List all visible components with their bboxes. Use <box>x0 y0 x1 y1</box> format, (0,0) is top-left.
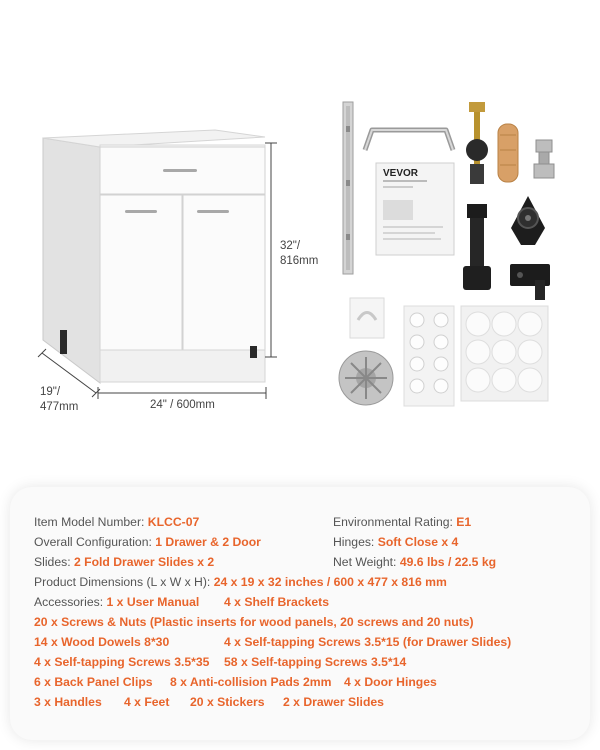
width-dimension-label: 24" / 600mm <box>150 399 215 411</box>
acc-hinges: 4 x Door Hinges <box>344 675 437 689</box>
spec-row-self-tap-14 <box>224 654 406 670</box>
manual-logo: VEVOR <box>383 168 419 179</box>
spec-row-screws-nuts <box>34 614 474 630</box>
spec-row-self-tap-35 <box>34 654 209 670</box>
screws-illustration <box>339 351 393 405</box>
dimensions-label: Product Dimensions (L x W x H): <box>34 575 211 589</box>
user-manual-illustration <box>376 163 454 255</box>
weight-value: 49.6 lbs / 22.5 kg <box>399 555 497 569</box>
config-label: Overall Configuration: <box>34 535 152 549</box>
weight-label: Net Weight: <box>333 555 397 569</box>
foot-illustration <box>463 204 491 290</box>
depth-dimension-label: 19"/ <box>40 386 61 398</box>
left-door-handle <box>125 210 157 213</box>
acc-back-clips: 6 x Back Panel Clips <box>34 675 153 689</box>
height-dimension-label: 32"/ <box>280 240 301 252</box>
acc-pads: 8 x Anti-collision Pads 2mm <box>170 675 332 689</box>
accessories-label: Accessories: <box>34 595 104 609</box>
shelf-bracket-illustration <box>534 140 554 178</box>
spec-row-accessories <box>34 594 199 610</box>
acc-handles: 3 x Handles <box>34 695 102 709</box>
spec-row-self-tap-drawer <box>224 634 511 650</box>
config-value: 1 Drawer & 2 Door <box>155 535 261 549</box>
dimensions-value: 24 x 19 x 32 inches / 600 x 477 x 816 mm <box>213 575 447 589</box>
spec-row-hinges <box>333 534 458 550</box>
hinges-value: Soft Close x 4 <box>377 535 459 549</box>
acc-dowels: 14 x Wood Dowels 8*30 <box>34 635 170 649</box>
height-dimension-label-mm: 816mm <box>280 255 319 267</box>
acc-screws-nuts: 20 x Screws & Nuts (Plastic inserts for wood panels, 20 screws and 20 nuts) <box>34 615 474 629</box>
cam-bolt-illustration <box>466 102 488 184</box>
slides-label: Slides: <box>34 555 71 569</box>
spec-row-shelf-brackets <box>224 594 329 610</box>
spec-row-hinges-acc <box>344 674 437 690</box>
spec-row-pads <box>170 674 331 690</box>
spec-row-model <box>34 514 199 530</box>
anti-collision-pads-illustration <box>404 306 454 406</box>
acc-drawer-slides: 2 x Drawer Slides <box>283 695 384 709</box>
acc-self-tap-14: 58 x Self-tapping Screws 3.5*14 <box>224 655 407 669</box>
item-model-value: KLCC-07 <box>147 515 200 529</box>
acc-user-manual: 1 x User Manual <box>106 595 200 609</box>
acc-self-tap-35: 4 x Self-tapping Screws 3.5*35 <box>34 655 210 669</box>
item-model-label: Item Model Number: <box>34 515 145 529</box>
back-panel-clip-illustration <box>350 298 384 338</box>
right-door-handle <box>197 210 229 213</box>
handle-illustration <box>365 130 453 150</box>
depth-dimension-label-mm: 477mm <box>40 401 79 413</box>
env-rating-value: E1 <box>456 515 472 529</box>
spec-row-env <box>333 514 471 530</box>
acc-feet: 4 x Feet <box>124 695 170 709</box>
spec-row-dimensions <box>34 574 447 590</box>
slides-value: 2 Fold Drawer Slides x 2 <box>73 555 215 569</box>
hinge-plate-illustration <box>510 264 550 300</box>
wood-dowel-illustration <box>498 124 518 182</box>
spec-row-dowels <box>34 634 169 650</box>
spec-row-feet <box>124 694 169 710</box>
spec-row-back-clips <box>34 674 153 690</box>
drawer-slide-illustration <box>343 102 353 274</box>
acc-stickers: 20 x Stickers <box>190 695 265 709</box>
spec-row-handles <box>34 694 102 710</box>
spec-row-drawer-slides <box>283 694 384 710</box>
door-hinge-illustration <box>511 196 545 245</box>
spec-row-config <box>34 534 261 550</box>
drawer-handle <box>163 169 197 172</box>
stickers-illustration <box>461 306 548 401</box>
env-rating-label: Environmental Rating: <box>333 515 453 529</box>
spec-row-weight <box>333 554 496 570</box>
cabinet-illustration <box>43 130 265 383</box>
spec-row-stickers <box>190 694 265 710</box>
spec-row-slides <box>34 554 214 570</box>
acc-shelf-brackets: 4 x Shelf Brackets <box>224 595 330 609</box>
acc-self-tap-drawer: 4 x Self-tapping Screws 3.5*15 (for Drawer Slides) <box>224 635 512 649</box>
hinges-label: Hinges: <box>333 535 375 549</box>
